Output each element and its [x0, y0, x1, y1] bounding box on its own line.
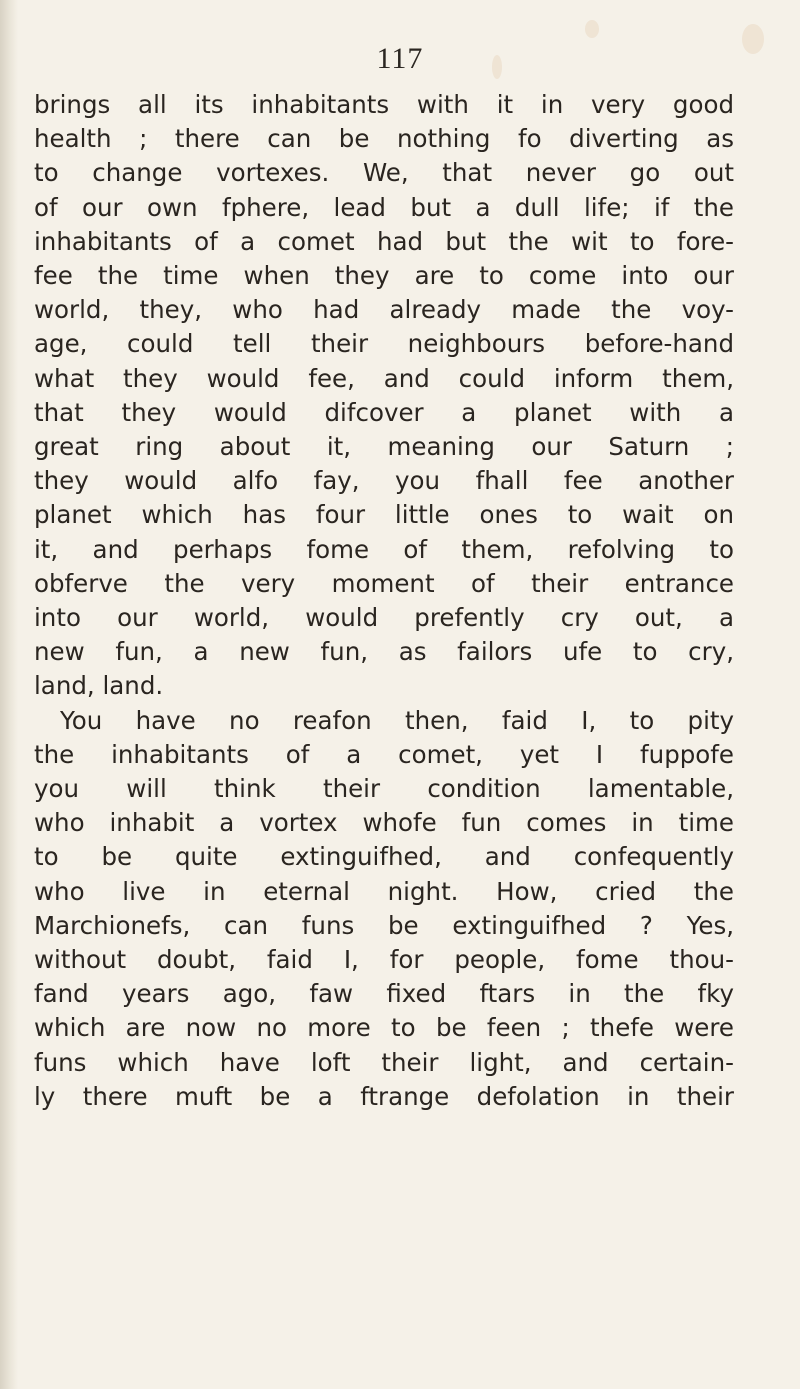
text-line: who inhabit a vortex whofe fun comes in time	[34, 808, 734, 838]
text-line: health ; there can be nothing fo diverting as	[34, 124, 734, 154]
body-text	[34, 88, 734, 1114]
text-line: without doubt, faid I, for people, fome thou-	[34, 945, 734, 975]
text-line: of our own fphere, lead but a dull life; if the	[34, 192, 734, 222]
text-line: that they would difcover a planet with a	[34, 397, 734, 427]
text-line: what they would fee, and could inform them,	[34, 363, 734, 393]
text-line: great ring about it, meaning our Saturn ;	[34, 432, 734, 462]
text-line: you will think their condition lamentable,	[34, 774, 734, 804]
text-line: obferve the very moment of their entrance	[34, 568, 734, 598]
paper-stain	[585, 20, 599, 38]
text-line: planet which has four little ones to wait on	[34, 500, 734, 530]
text-line: You have no reafon then, faid I, to pity	[60, 705, 734, 735]
text-line: fee the time when they are to come into our	[34, 261, 734, 291]
page-number: 117	[376, 42, 424, 75]
text-line: Marchionefs, can funs be extinguifhed ? Yes,	[34, 910, 734, 940]
text-line: funs which have loft their light, and certain-	[34, 1047, 734, 1077]
text-line: world, they, who had already made the voy-	[34, 295, 734, 325]
text-line: ly there muft be a ftrange defolation in their	[34, 1081, 734, 1111]
text-line: land, land.	[34, 671, 164, 701]
text-line: they would alfo fay, you fhall fee another	[34, 466, 734, 496]
text-line: the inhabitants of a comet, yet I fuppofe	[34, 739, 734, 769]
text-line: new fun, a new fun, as failors ufe to cry,	[34, 637, 734, 667]
text-line: it, and perhaps fome of them, refolving to	[34, 534, 734, 564]
text-line: fand years ago, faw fixed ftars in the fky	[34, 979, 734, 1009]
text-line: brings all its inhabitants with it in very good	[34, 90, 734, 119]
text-line: into our world, would prefently cry out, a	[34, 603, 734, 633]
text-line: inhabitants of a comet had but the wit to fore-	[34, 226, 734, 256]
text-line: which are now no more to be feen ; thefe were	[34, 1013, 734, 1043]
text-line: to be quite extinguifhed, and confequently	[34, 842, 734, 872]
page-gutter	[0, 0, 18, 1389]
text-line: age, could tell their neighbours before-hand	[34, 329, 734, 359]
text-line: to change vortexes. We, that never go out	[34, 158, 734, 188]
text-line: who live in eternal night. How, cried the	[34, 876, 734, 906]
